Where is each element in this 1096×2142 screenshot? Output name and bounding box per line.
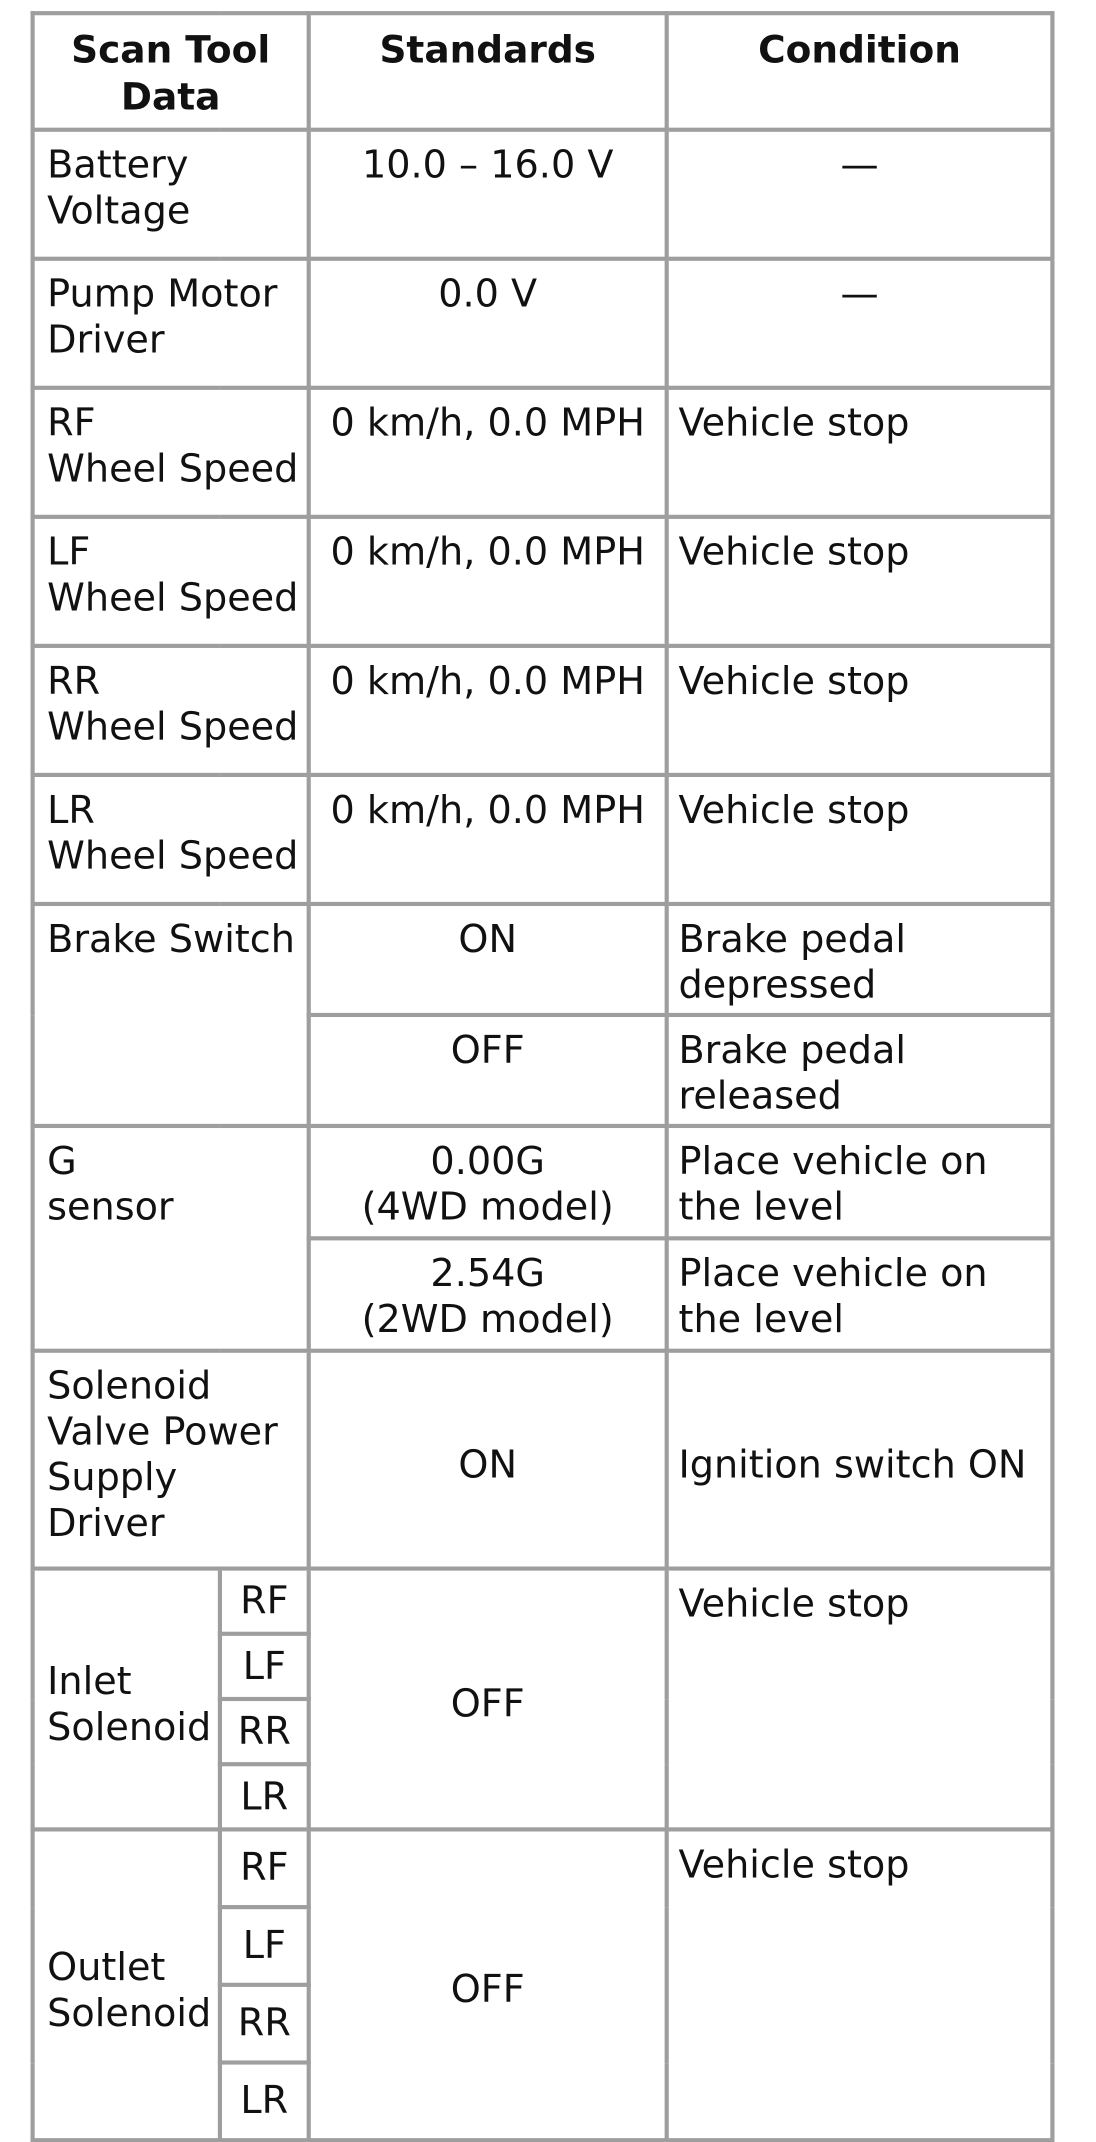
inlet-sub-lr: LR	[220, 1764, 309, 1829]
item-wheel-speed-label: Wheel Speed	[47, 833, 299, 879]
table-row	[33, 259, 1053, 388]
item-battery-voltage: Battery Voltage	[33, 130, 309, 259]
standard-g-model: (2WD model)	[361, 1297, 614, 1342]
header-standards: Standards	[309, 13, 667, 130]
standard-brake-off: OFF	[309, 1015, 667, 1126]
table-row	[33, 1351, 1053, 1569]
table-header-row	[33, 13, 1053, 130]
item-solenoid-valve-power-supply-driver: Solenoid Valve Power Supply Driver	[33, 1351, 309, 1569]
condition-outlet-solenoid: Vehicle stop	[667, 1829, 1053, 2140]
scan-tool-data-table	[31, 11, 1055, 2142]
condition-inlet-solenoid: Vehicle stop	[667, 1569, 1053, 1830]
item-pump-motor-driver: Pump Motor Driver	[33, 259, 309, 388]
item-g-sensor	[33, 1126, 309, 1351]
standard-brake-on: ON	[309, 904, 667, 1015]
header-scan-tool-data: Scan Tool Data	[33, 13, 309, 130]
item-rr-label: RR	[47, 659, 101, 704]
table-row	[33, 1569, 1053, 1634]
table-row	[33, 1126, 1053, 1238]
condition-solenoid-power: Ignition switch ON	[667, 1351, 1053, 1569]
standard-inlet-solenoid: OFF	[309, 1569, 667, 1830]
table-row	[33, 130, 1053, 259]
condition-g-sensor-4wd: Place vehicle on the level	[667, 1126, 1053, 1238]
standard-battery-voltage: 10.0 – 16.0 V	[309, 130, 667, 259]
standard-g-sensor-2wd	[309, 1238, 667, 1350]
condition-lf-wheel-speed: Vehicle stop	[667, 517, 1053, 646]
outlet-sub-rf: RF	[220, 1829, 309, 1907]
item-outlet-solenoid: Outlet Solenoid	[33, 1829, 220, 2140]
table-row	[33, 775, 1053, 904]
table-row	[33, 646, 1053, 775]
standard-lf-wheel-speed: 0 km/h, 0.0 MPH	[309, 517, 667, 646]
item-lf-label: LF	[47, 530, 91, 575]
standard-rr-wheel-speed: 0 km/h, 0.0 MPH	[309, 646, 667, 775]
standard-g-value: 2.54G	[430, 1251, 545, 1296]
item-lf-wheel-speed	[33, 517, 309, 646]
outlet-sub-lr: LR	[220, 2063, 309, 2141]
table-row	[33, 904, 1053, 1015]
item-wheel-speed-label: Wheel Speed	[47, 575, 299, 621]
item-g-label: G	[47, 1139, 77, 1184]
item-rf-label: RF	[47, 400, 96, 446]
standard-g-sensor-4wd	[309, 1126, 667, 1238]
standard-outlet-solenoid: OFF	[309, 1829, 667, 2140]
item-inlet-solenoid: Inlet Solenoid	[33, 1569, 220, 1830]
item-lr-label: LR	[47, 788, 95, 833]
inlet-sub-rf: RF	[220, 1569, 309, 1634]
condition-pump-motor-driver: —	[667, 259, 1053, 388]
outlet-sub-rr: RR	[220, 1985, 309, 2063]
item-wheel-speed-label: Wheel Speed	[47, 446, 299, 492]
item-brake-switch: Brake Switch	[33, 904, 309, 1126]
item-rr-wheel-speed	[33, 646, 309, 775]
standard-g-value: 0.00G	[430, 1139, 545, 1184]
header-condition: Condition	[667, 13, 1053, 130]
standard-solenoid-power: ON	[309, 1351, 667, 1569]
condition-lr-wheel-speed: Vehicle stop	[667, 775, 1053, 904]
condition-rr-wheel-speed: Vehicle stop	[667, 646, 1053, 775]
standard-g-model: (4WD model)	[361, 1184, 614, 1230]
table-row	[33, 388, 1053, 517]
inlet-sub-lf: LF	[220, 1634, 309, 1699]
standard-rf-wheel-speed: 0 km/h, 0.0 MPH	[309, 388, 667, 517]
item-sensor-label: sensor	[47, 1184, 174, 1230]
table-row	[33, 517, 1053, 646]
condition-rf-wheel-speed: Vehicle stop	[667, 388, 1053, 517]
inlet-sub-rr: RR	[220, 1699, 309, 1764]
condition-battery-voltage: —	[667, 130, 1053, 259]
item-wheel-speed-label: Wheel Speed	[47, 704, 299, 750]
item-rf-wheel-speed	[33, 388, 309, 517]
item-lr-wheel-speed	[33, 775, 309, 904]
standard-pump-motor-driver: 0.0 V	[309, 259, 667, 388]
table-row	[33, 1829, 1053, 1907]
condition-brake-released: Brake pedal released	[667, 1015, 1053, 1126]
outlet-sub-lf: LF	[220, 1907, 309, 1985]
condition-g-sensor-2wd: Place vehicle on the level	[667, 1238, 1053, 1350]
condition-brake-depressed: Brake pedal depressed	[667, 904, 1053, 1015]
standard-lr-wheel-speed: 0 km/h, 0.0 MPH	[309, 775, 667, 904]
